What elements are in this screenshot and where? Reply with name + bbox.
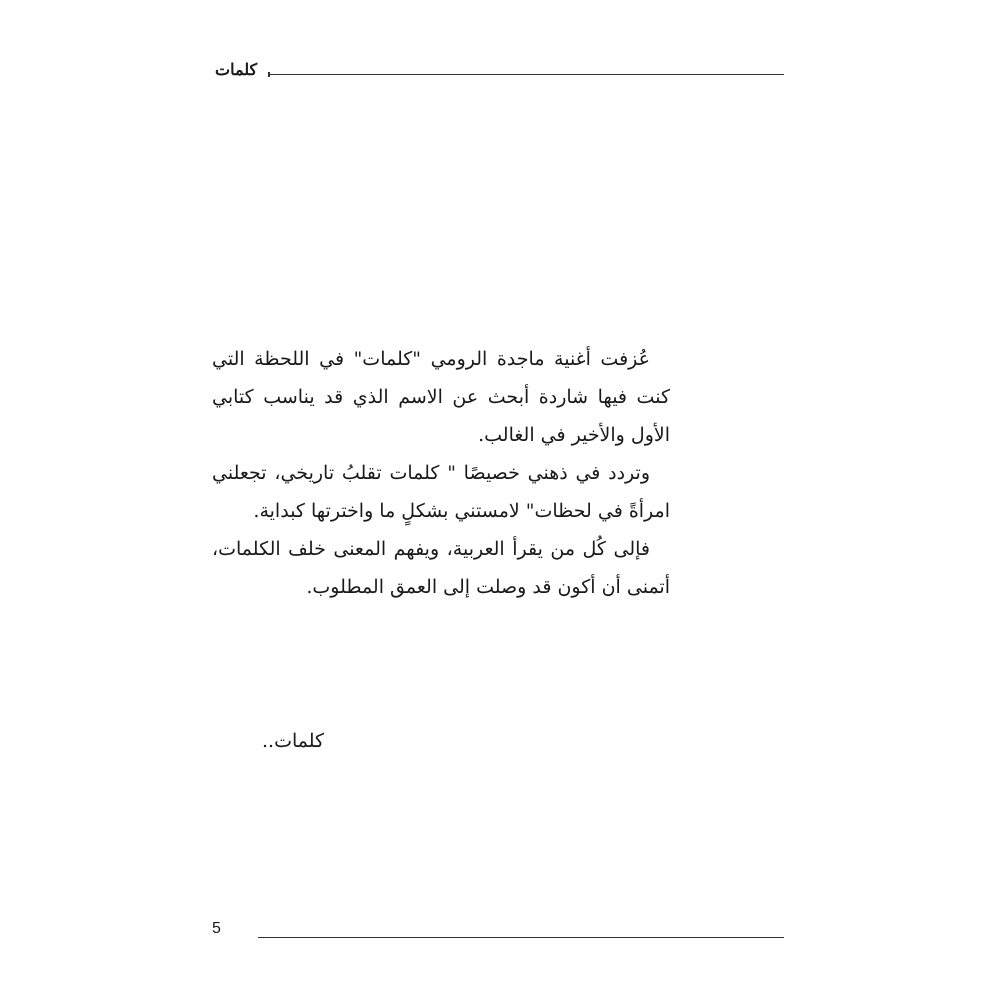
preface-body — [212, 340, 670, 606]
footer-rule — [258, 937, 784, 938]
page-number: 5 — [212, 920, 221, 937]
paragraph-3: فإلى كُل من يقرأ العربية، ويفهم المعنى خلف الكلمات، أتمنى أن أكون قد وصلت إلى العمق المطلوب. — [212, 538, 670, 598]
header-rule — [270, 74, 784, 75]
paragraph-1: عُزفت أغنية ماجدة الرومي "كلمات" في اللحظة التي كنت فيها شاردة أبحث عن الاسم الذي قد يناسب كتابي الأول والأخير في الغالب. — [212, 348, 670, 446]
running-header-title: كلمات — [215, 60, 258, 79]
signature: كلمات.. — [262, 730, 325, 752]
paragraph-2: وتردد في ذهني خصيصًا " كلمات تقلبُ تاريخي، تجعلني امرأةً في لحظات" لامستني بشكلٍ ما واخترتها كبداية. — [212, 462, 670, 522]
